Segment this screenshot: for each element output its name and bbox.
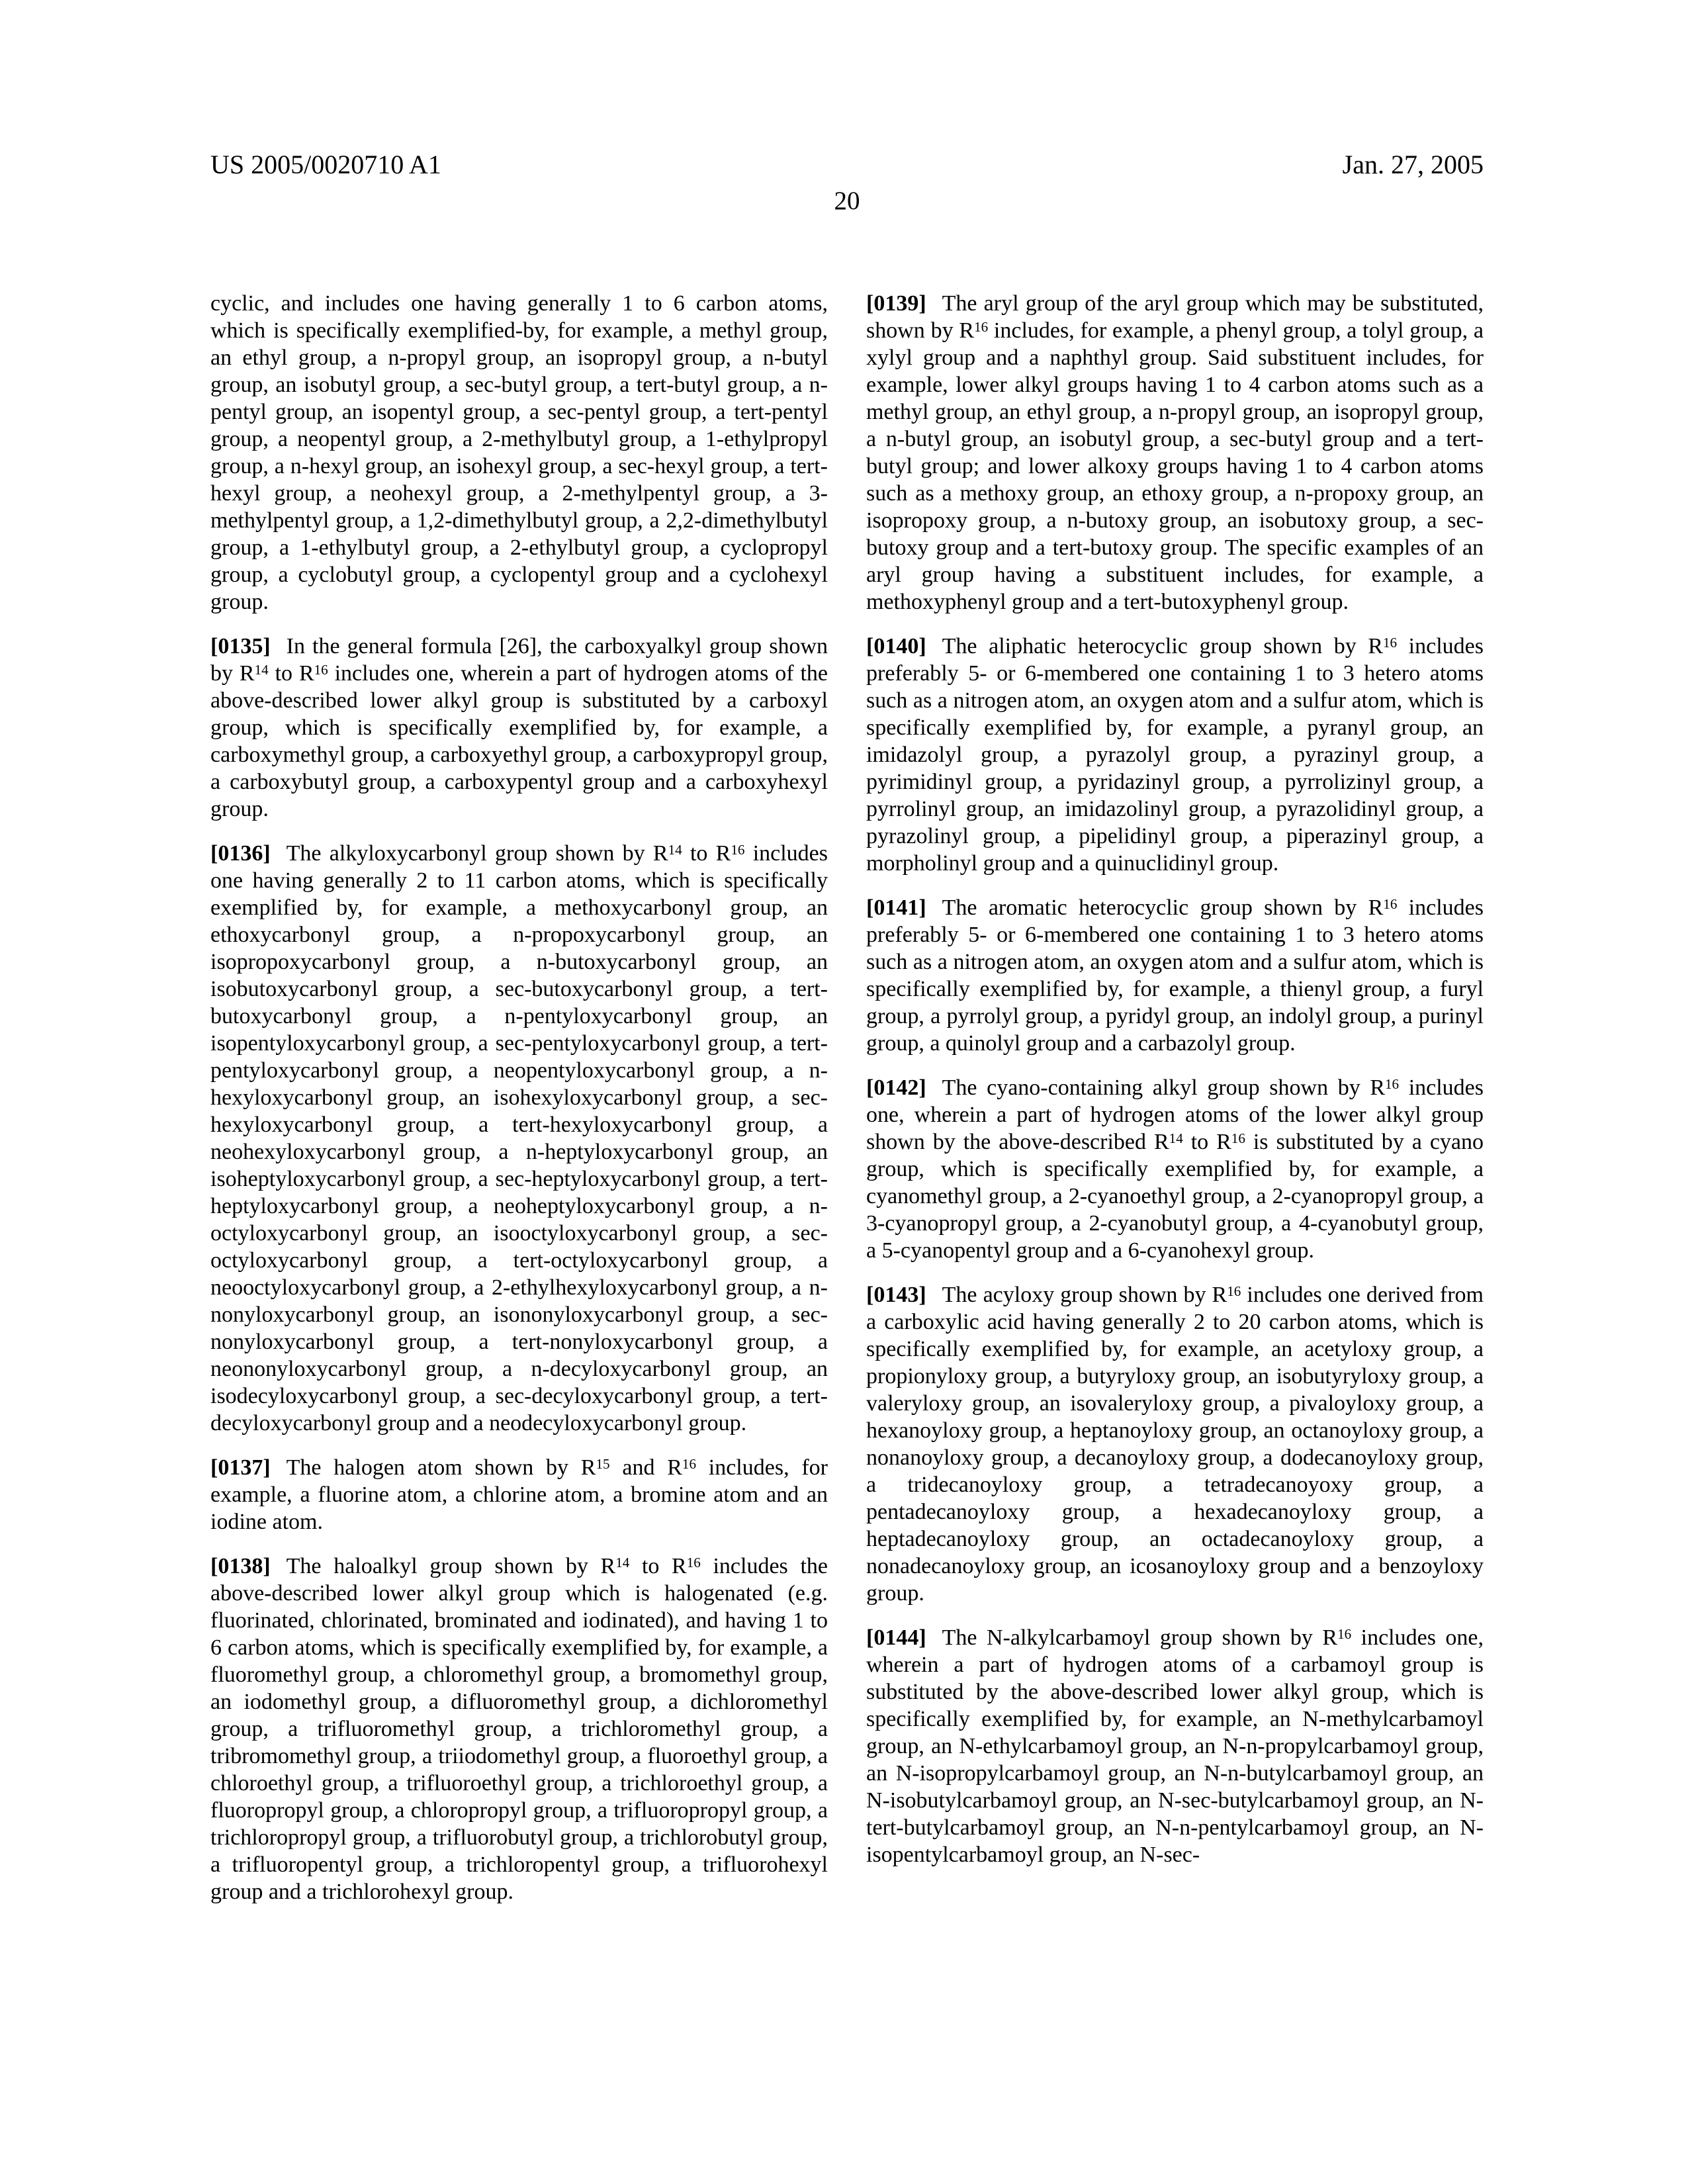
paragraph-number: [0141] xyxy=(866,895,926,920)
paragraph-0139 xyxy=(866,290,1484,615)
left-column xyxy=(210,290,828,1905)
paragraph-number: [0143] xyxy=(866,1283,926,1307)
paragraph-0136 xyxy=(210,840,828,1437)
publication-number: US 2005/0020710 A1 xyxy=(210,150,441,179)
paragraph-0135 xyxy=(210,633,828,823)
paragraph-0141 xyxy=(866,894,1484,1057)
paragraph-number: [0137] xyxy=(210,1455,271,1480)
content-columns xyxy=(210,290,1484,1905)
paragraph-number: [0136] xyxy=(210,841,271,866)
paragraph-number: [0142] xyxy=(866,1075,926,1100)
paragraph-text: The aromatic heterocyclic group shown by $R^{16}$ includes preferably 5- or 6-membered one containing 1 to 3 hetero atoms such as a nitrogen atom, an oxygen atom and a sulfur atom, which is specifically exemplified by, for example, a thienyl group, a furyl group, a pyrrolyl group, a pyridyl group, an indolyl group, a purinyl group, a quinolyl group and a carbazolyl group. xyxy=(866,895,1484,1056)
page-number: 20 xyxy=(834,187,860,215)
paragraph-0137 xyxy=(210,1454,828,1535)
paragraph-text: The acyloxy group shown by $R^{16}$ includes one derived from a carboxylic acid having generally 2 to 20 carbon atoms, which is specifically exemplified by, for example, an acetyloxy group, a propionyloxy group, a butyryloxy group, an isobutyryloxy group, a valeryloxy group, an isovaleryloxy group, a pivaloyloxy group, a hexanoyloxy group, a heptanoyloxy group, an octanoyloxy group, a nonanoyloxy group, a decanoyloxy group, a dodecanoyloxy group, a tridecanoyloxy group, a tetradecanoyoxy group, a pentadecanoyloxy group, a hexadecanoyloxy group, a heptadecanoyloxy group, an octadecanoyloxy group, a nonadecanoyloxy group, an icosanoyloxy group and a benzoyloxy group. xyxy=(866,1283,1484,1606)
paragraph-number: [0135] xyxy=(210,634,271,659)
paragraph-number: [0138] xyxy=(210,1554,271,1578)
paragraph-text: cyclic, and includes one having generally 1 to 6 carbon atoms, which is specifically exemplified-by, for example, a methyl group, an ethyl group, a n-propyl group, an isopropyl group, a n-butyl group, an isobutyl group, a sec-butyl group, a tert-butyl group, a n-pentyl group, an isopentyl group, a sec-pentyl group, a tert-pentyl group, a neopentyl group, a 2-methylbutyl group, a 1-ethylpropyl group, a n-hexyl group, an isohexyl group, a sec-hexyl group, a tert-hexyl group, a neohexyl group, a 2-methylpentyl group, a 3-methylpentyl group, a 1,2-dimethylbutyl group, a 2,2-dimethylbutyl group, a 1-ethylbutyl group, a 2-ethylbutyl group, a cyclopropyl group, a cyclobutyl group, a cyclopentyl group and a cyclohexyl group. xyxy=(210,291,828,614)
paragraph-text: The alkyloxycarbonyl group shown by $R^{14}$ to $R^{16}$ includes one having generally 2 to 11 carbon atoms, which is specifically exemplified by, for example, a methoxycarbonyl group, an ethoxycarbonyl group, a n-propoxycarbonyl group, an isopropoxycarbonyl group, a n-butoxycarbonyl group, an isobutoxycarbonyl group, a sec-butoxycarbonyl group, a tert-butoxycarbonyl group, a n-pentyloxycarbonyl group, an isopentyloxycarbonyl group, a sec-pentyloxycarbonyl group, a tert-pentyloxycarbonyl group, a neopentyloxycarbonyl group, a n-hexyloxycarbonyl group, an isohexyloxycarbonyl group, a sec-hexyloxycarbonyl group, a tert-hexyloxycarbonyl group, a neohexyloxycarbonyl group, a n-heptyloxycarbonyl group, an isoheptyloxycarbonyl group, a sec-heptyloxycarbonyl group, a tert-heptyloxycarbonyl group, a neoheptyloxycarbonyl group, a n-octyloxycarbonyl group, an isooctyloxycarbonyl group, a sec-octyloxycarbonyl group, a tert-octyloxycarbonyl group, a neooctyloxycarbonyl group, a 2-ethylhexyloxycarbonyl group, a n-nonyloxycarbonyl group, an isononyloxycarbonyl group, a sec-nonyloxycarbonyl group, a tert-nonyloxycarbonyl group, a neononyloxycarbonyl group, a n-decyloxycarbonyl group, an isodecyloxycarbonyl group, a sec-decyloxycarbonyl group, a tert-decyloxycarbonyl group and a neodecyloxycarbonyl group. xyxy=(210,841,828,1435)
paragraph-text: The haloalkyl group shown by $R^{14}$ to $R^{16}$ includes the above-described lower alkyl group which is halogenated (e.g. fluorinated, chlorinated, brominated and iodinated), and having 1 to 6 carbon atoms, which is specifically exemplified by, for example, a fluoromethyl group, a chloromethyl group, a bromomethyl group, an iodomethyl group, a difluoromethyl group, a dichloromethyl group, a trifluoromethyl group, a trichloromethyl group, a tribromomethyl group, a triiodomethyl group, a fluoroethyl group, a chloroethyl group, a trifluoroethyl group, a trichloroethyl group, a fluoropropyl group, a chloropropyl group, a trifluoropropyl group, a trichloropropyl group, a trifluorobutyl group, a trichlorobutyl group, a trifluoropentyl group, a trichloropentyl group, a trifluorohexyl group and a trichlorohexyl group. xyxy=(210,1554,828,1904)
paragraph-text: In the general formula [26], the carboxyalkyl group shown by $R^{14}$ to $R^{16}$ includes one, wherein a part of hydrogen atoms of the above-described lower alkyl group is substituted by a carboxyl group, which is specifically exemplified by, for example, a carboxymethyl group, a carboxyethyl group, a carboxypropyl group, a carboxybutyl group, a carboxypentyl group and a carboxyhexyl group. xyxy=(210,634,828,821)
paragraph-number: [0144] xyxy=(866,1625,926,1650)
paragraph-0138 xyxy=(210,1553,828,1905)
paragraph-number: [0139] xyxy=(866,291,926,316)
paragraph-text: The aryl group of the aryl group which may be substituted, shown by $R^{16}$ includes, for example, a phenyl group, a tolyl group, a xylyl group and a naphthyl group. Said substituent includes, for example, lower alkyl groups having 1 to 4 carbon atoms such as a methyl group, an ethyl group, a n-propyl group, an isopropyl group, a n-butyl group, an isobutyl group, a sec-butyl group and a tert-butyl group; and lower alkoxy groups having 1 to 4 carbon atoms such as a methoxy group, an ethoxy group, a n-propoxy group, an isopropoxy group, a n-butoxy group, an isobutoxy group, a sec-butoxy group and a tert-butoxy group. The specific examples of an aryl group having a substituent includes, for example, a methoxyphenyl group and a tert-butoxyphenyl group. xyxy=(866,291,1484,614)
page-header xyxy=(210,150,1484,180)
paragraph-0143 xyxy=(866,1281,1484,1607)
paragraph-text: The halogen atom shown by $R^{15}$ and $R^{16}$ includes, for example, a fluorine atom, a chlorine atom, a bromine atom and an iodine atom. xyxy=(210,1455,828,1534)
paragraph-text: The aliphatic heterocyclic group shown by $R^{16}$ includes preferably 5- or 6-membered one containing 1 to 3 hetero atoms such as a nitrogen atom, an oxygen atom and a sulfur atom, which is specifically exemplified by, for example, a pyranyl group, an imidazolyl group, a pyrazolyl group, a pyrazinyl group, a pyrimidinyl group, a pyridazinyl group, a pyrrolizinyl group, a pyrrolinyl group, an imidazolinyl group, a pyrazolidinyl group, a pyrazolinyl group, a pipelidinyl group, a piperazinyl group, a morpholinyl group and a quinuclidinyl group. xyxy=(866,634,1484,876)
paragraph-text: The N-alkylcarbamoyl group shown by $R^{16}$ includes one, wherein a part of hydrogen atoms of a carbamoyl group is substituted by the above-described lower alkyl group, which is specifically exemplified by, for example, an N-methylcarbamoyl group, an N-ethylcarbamoyl group, an N-n-propylcarbamoyl group, an N-isopropylcarbamoyl group, an N-n-butylcarbamoyl group, an N-isobutylcarbamoyl group, an N-sec-butylcarbamoyl group, an N-tert-butylcarbamoyl group, an N-n-pentylcarbamoyl group, an N-isopentylcarbamoyl group, an N-sec- xyxy=(866,1625,1484,1867)
paragraph-0140 xyxy=(866,633,1484,877)
paragraph-0144 xyxy=(866,1624,1484,1868)
right-column xyxy=(866,290,1484,1905)
paragraph-text: The cyano-containing alkyl group shown by $R^{16}$ includes one, wherein a part of hydrogen atoms of the lower alkyl group shown by the above-described $R^{14}$ to $R^{16}$ is substituted by a cyano group, which is specifically exemplified by, for example, a cyanomethyl group, a 2-cyanoethyl group, a 2-cyanopropyl group, a 3-cyanopropyl group, a 2-cyanobutyl group, a 4-cyanobutyl group, a 5-cyanopentyl group and a 6-cyanohexyl group. xyxy=(866,1075,1484,1263)
paragraph-continuation xyxy=(210,290,828,615)
publication-date: Jan. 27, 2005 xyxy=(1342,150,1484,179)
paragraph-number: [0140] xyxy=(866,634,926,659)
paragraph-0142 xyxy=(866,1074,1484,1264)
